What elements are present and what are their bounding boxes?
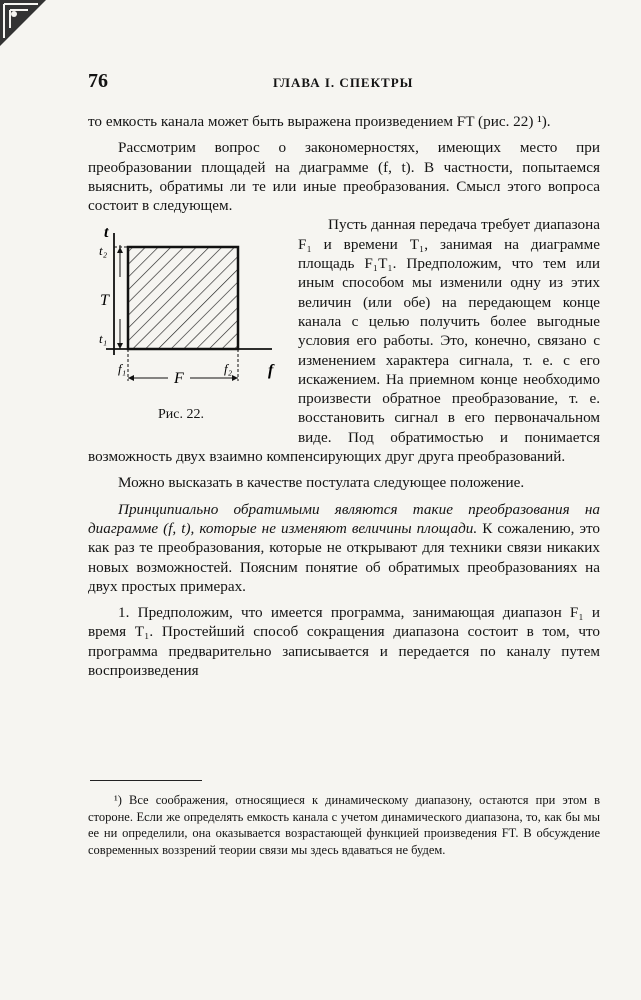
label-f1: f₁ xyxy=(118,361,127,377)
paragraph: то емкость канала может быть выражена произведением FT (рис. 22) ¹). xyxy=(88,113,551,130)
main-text xyxy=(88,112,600,680)
figure-caption: Рис. 22. xyxy=(158,407,204,423)
running-title: ГЛАВА I. СПЕКТРЫ xyxy=(273,75,414,90)
footnote-rule xyxy=(90,780,202,781)
page-header xyxy=(88,70,598,94)
label-t-axis: t xyxy=(104,224,109,242)
figure-22 xyxy=(88,215,294,443)
footnote-text: ¹) Все соображения, относящиеся к динамическому диапазону, остаются при этом в стороне. Если же определять емкость канала с учетом динамического диапазона, то, как бы мы ее ни определили, она оказывается возрастающей функцией произведения FT. В обсуждение современных воззрений теории связи мы здесь вдаваться не будем. xyxy=(88,793,600,857)
diagram-f-t xyxy=(88,215,294,405)
label-f-axis: f xyxy=(268,362,274,380)
paragraph xyxy=(88,500,600,596)
label-T: T xyxy=(100,292,109,310)
footnote xyxy=(88,792,600,858)
label-f2: f₂ xyxy=(224,361,233,377)
paragraph: 1. Предположим, что имеется программа, занимающая диапазон F₁ и время T₁. Простейший способ сокращения диапазона состоит в том, что программа предварительно записывается и передается по каналу путем воспроизведения xyxy=(88,604,600,680)
paragraph: Рассмотрим вопрос о закономерностях, имеющих место при преобразовании площадей на диаграмме (f, t). В частности, попытаемся выяснить, обратимы ли те или иные преобразования. Смысл этого вопроса состоит в следующем. xyxy=(88,139,600,215)
label-t1: t₁ xyxy=(99,331,108,347)
paragraph: Пусть данная передача требует диапазона F₁ и времени T₁, занимая на диаграмме площадь F₁T₁. Предположим, что тем или иным способом мы изменили одну из этих величин (или обе) на передающем конце канала с целью получить более выгодные условия его работы. Это, конечно, связано с изменением характера сигнала, т. е. с его искажением. На приемном конце необходимо произвести обратное преобразование, т. е. восстановить сигнал в его первоначальном виде. Под обратимостью и понимается возможность двух взаимно компенсирующих друг друга преобразований. xyxy=(88,216,600,466)
corner-ornament xyxy=(0,0,48,48)
paragraph-continuation: К сожалению, это как раз те преобразования, которые не открывают для техники связи никаких новых возможностей. Поясним понятие об обратимых преобразованиях на двух простых примерах. xyxy=(88,519,600,595)
label-t2: t₂ xyxy=(99,243,108,259)
label-F: F xyxy=(174,370,184,388)
page-number: 76 xyxy=(88,70,108,92)
paragraph: Можно высказать в качестве постулата следующее положение. xyxy=(118,474,525,492)
area-rectangle xyxy=(128,247,238,349)
postulate-italic: Принципиально обратимыми являются такие преобразования на диаграмме (f, t), которые не изменяют величины площади. xyxy=(88,500,600,537)
